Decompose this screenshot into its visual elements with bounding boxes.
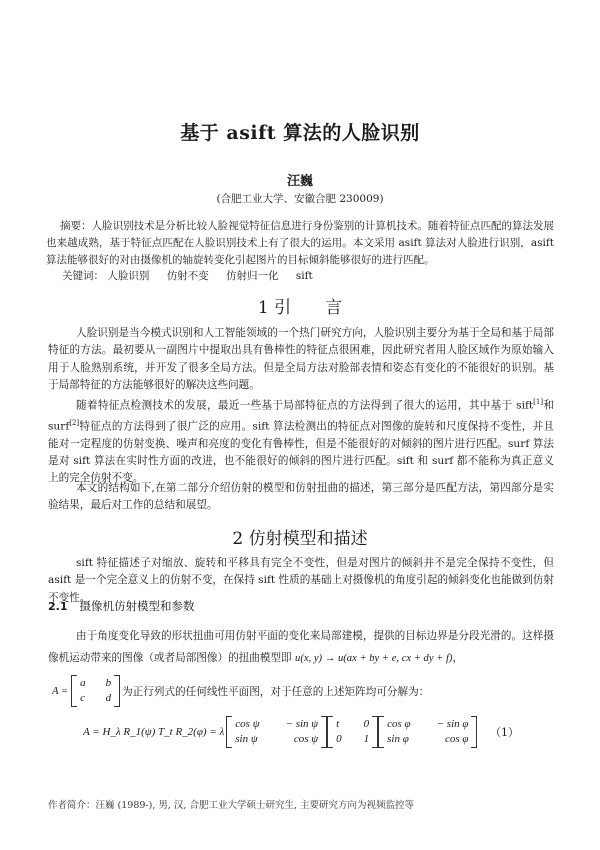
cell: − sin ψ bbox=[285, 718, 319, 730]
cell: t bbox=[336, 718, 340, 730]
keyword: 仿射不变 bbox=[166, 270, 209, 282]
section-2-paragraph-1: sift 特征描述子对缩放、旋转和平移具有完全不变性，但是对图片的倾斜并不是完全保持不变性，但 asift 是一个完全意义上的仿射不变，在保持 sift 性质的基础上对摄像机的角度引起的倾斜变化也能做到仿射不变性。 bbox=[48, 557, 554, 604]
subsection-number: 2.1 bbox=[48, 600, 68, 613]
equation-number: （1） bbox=[490, 726, 519, 739]
paper-title: 基于 asift 算法的人脸识别 bbox=[180, 122, 420, 144]
author-name: 汪巍 bbox=[286, 174, 313, 189]
cell: cos φ bbox=[387, 718, 411, 730]
cell: cos ψ bbox=[235, 718, 260, 730]
bracket-right bbox=[114, 675, 120, 707]
text-run: 随着特征点检测技术的发展，最近一些基于局部特征点的方法得到了很大的运用，其中基于 sift bbox=[76, 399, 534, 412]
section-1-heading: 1 引 言 bbox=[257, 298, 343, 318]
cell: cos ψ bbox=[293, 733, 319, 745]
equation-lhs: A = H_λ R_1(ψ) T_t R_2(φ) = λ bbox=[83, 726, 225, 738]
matrix-cells bbox=[333, 718, 372, 746]
section-2-paragraph-2 bbox=[48, 625, 554, 670]
author-footnote: 作者简介：汪巍 (1989-), 男, 汉, 合肥工业大学硕士研究生, 主要研究方向为视频监控等 bbox=[48, 800, 414, 811]
section-1-paragraph-2 bbox=[48, 394, 554, 488]
cell: sin ψ bbox=[235, 733, 258, 745]
matrix-definition bbox=[52, 675, 429, 707]
matrix-cells bbox=[77, 677, 114, 705]
section-2-heading: 2 仿射模型和描述 bbox=[232, 529, 368, 549]
cell: b bbox=[105, 677, 112, 689]
text-run: ， bbox=[452, 652, 464, 664]
abstract-label: 摘要： bbox=[60, 220, 92, 232]
matrix-cells bbox=[384, 718, 471, 746]
author-affiliation: (合肥工业大学、安徽合肥 230009) bbox=[216, 193, 384, 205]
keywords-label: 关键词： bbox=[62, 270, 104, 282]
citation-1: [1] bbox=[533, 398, 544, 406]
abstract bbox=[46, 218, 554, 269]
section-1-paragraph-1: 人脸识别是当今模式识别和人工智能领域的一个热门研究方向，人脸识别主要分为基于全局和基于局部特征的方法。最初要从一副图片中提取出具有鲁棒性的特征点很困难，因此研究者用人脸区域作为原始输入用于人脸熟别系统，并开发了很多全局方法。但是全局方法对脸部表情和姿态有变化的不能很好的识别。基于局部特征的方法能够很好的解决这些问题。 bbox=[48, 327, 554, 391]
text-run: 和 surf bbox=[48, 399, 555, 433]
keywords bbox=[62, 268, 327, 283]
matrix-r2 bbox=[378, 716, 477, 748]
keyword: 仿射归一化 bbox=[226, 270, 279, 282]
cell: a bbox=[80, 677, 86, 689]
equation-1 bbox=[83, 716, 477, 748]
cell: c bbox=[80, 692, 85, 704]
subsection-2-1-heading bbox=[48, 598, 195, 614]
citation-2: [2] bbox=[69, 418, 80, 427]
cell: d bbox=[105, 692, 112, 704]
subsection-title: 摄像机仿射模型和参数 bbox=[79, 599, 195, 613]
matrix-t bbox=[327, 716, 378, 748]
keyword: sift bbox=[295, 270, 313, 282]
matrix-r1 bbox=[226, 716, 327, 748]
text-run: 特征点的方法得到了很广泛的应用。sift 算法检测出的特征点对图像的旋转和尺度保持不变性，并且能对一定程度的仿射变换、噪声和亮度的变化有鲁棒性，但是不能很好的对倾斜的图片进行匹配。surf 算法是对 sift 算法在实时性方面的改进，也不能很好的倾斜的图片进行匹配。sift 和 surf 都不能称为真正意义上的完全仿射不变。 bbox=[48, 420, 554, 485]
cell: cos φ bbox=[444, 733, 469, 745]
cell: 0 bbox=[336, 733, 342, 745]
keyword: 人脸识别 bbox=[107, 270, 150, 282]
matrix-description: 为正行列式的任何线性平面图，对于任意的上述矩阵均可分解为： bbox=[122, 685, 430, 698]
cell: 0 bbox=[363, 718, 370, 730]
cell: 1 bbox=[363, 733, 370, 745]
matrix-lhs: A = bbox=[52, 685, 69, 697]
cell: − sin φ bbox=[436, 718, 469, 730]
matrix-a bbox=[71, 675, 120, 707]
cell: sin φ bbox=[387, 733, 409, 745]
abstract-text: 人脸识别技术是分析比较人脸视觉特征信息进行身份鉴别的计算机技术。随着特征点匹配的算法发展也来越成熟，基于特征点匹配在人脸识别技术上有了很大的运用。本文采用 asift 算法对人脸进行识别，asift 算法能够很好的对由摄像机的轴旋转变化引起图片的目标倾斜能够很好的进行匹配。 bbox=[46, 220, 555, 266]
bracket-right bbox=[471, 716, 477, 748]
text-run: 由于角度变化导致的形状扭曲可用仿射平面的变化来局部建模，提供的目标边界是分段光滑的。这样摄像机运动带来的图像（或者局部图像）的扭曲模型即 bbox=[48, 630, 554, 664]
section-1-paragraph-3: 本文的结构如下,在第二部分介绍仿射的模型和仿射扭曲的描述，第三部分是匹配方法，第四部分是实验结果，最后对工作的总结和展望。 bbox=[48, 482, 554, 512]
matrix-cells bbox=[232, 718, 321, 746]
warp-formula: u(x, y) → u(ax + by + e, cx + dy + f) bbox=[295, 653, 453, 664]
